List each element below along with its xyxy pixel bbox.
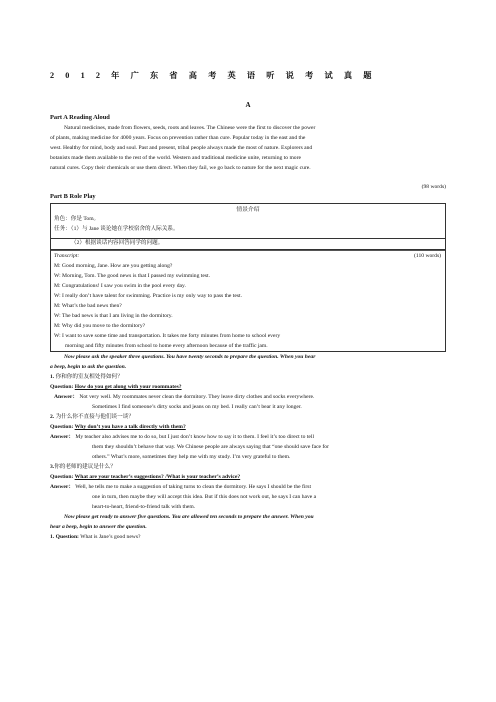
scenario-role: 角色：你是 Tom。: [54, 216, 100, 222]
instruction-line: Now please get ready to answer five questions. You are allowed ten seconds to prepare the answer. When you: [64, 514, 314, 520]
scenario-task-1: 任务：（1）与 Jane 谈论她在学校宿舍的人际关系。: [54, 225, 179, 232]
answer-line: [50, 432, 446, 442]
answer-text: Not very well. My roommates never clean the dormitory. They leave dirty clothes and socks everywhere.: [79, 394, 315, 400]
question-text: Why don’t you have a talk directly with them?: [74, 424, 186, 430]
answer-line: [50, 482, 446, 492]
answer-text: Well, he tells me to make a suggestion of taking turns to clean the dormitory. He says I should be the first: [75, 484, 312, 490]
question-zh: [50, 412, 446, 422]
answer-line: Sometimes I find someone’s dirty socks and jeans on my bed. I really can’t bear it any longer.: [92, 404, 302, 410]
question-label: Question:: [55, 534, 79, 540]
answer-text: My teacher also advises me to do so, but I just don’t know how to say it to them. I feel it’s too direct to tell: [75, 434, 315, 440]
instruction-line: a beep, begin to ask the question.: [50, 364, 127, 370]
transcript-line: morning and fifty minutes from school to home every afternoon because of the traffic jam.: [65, 343, 268, 349]
question-number: 1.: [50, 374, 55, 380]
instruction-line: hear a beep, begin to answer the question.: [50, 524, 147, 530]
answer-line: others.” What’s more, sometimes they help me with my study. I’m very grateful to them.: [92, 454, 291, 460]
question-label: Question:: [50, 424, 75, 430]
part-a-heading: Part A Reading Aloud: [50, 114, 110, 121]
question-text: What is Jane’s good news?: [80, 534, 141, 540]
instruction-ask-questions: [50, 352, 446, 372]
question-en: [50, 382, 446, 392]
instruction-answer-questions: [50, 512, 446, 532]
part-a-word-count: (98 words): [421, 184, 446, 190]
transcript-header: [51, 250, 445, 261]
passage-line: of plants, making medicine for 4000 years. Focus on prevention rather than cure. Popular today in the east and the: [50, 135, 306, 141]
transcript-line: M: Good morning, Jane. How are you getting along?: [54, 263, 173, 269]
answer-line: [50, 392, 446, 402]
passage-line: west. Healthy for mind, body and soul. Past and present, tribal people always made the most of nature. Explorers and: [50, 145, 313, 151]
question-en: [50, 472, 446, 482]
question-label: Question:: [50, 474, 75, 480]
transcript-word-count: (110 words): [414, 253, 441, 259]
question-zh-text: 你的老师的建议是什么？: [54, 464, 116, 470]
answer-line: them they shouldn’t behave that way. We Chinese people are always saying that “one should save face for: [92, 444, 329, 450]
scenario-box: [50, 203, 446, 239]
question-text: What are your teacher’s suggestions? /What is your teacher’s advice?: [74, 474, 241, 480]
transcript-line: M: Why did you move to the dormitory?: [54, 323, 146, 329]
final-question: [50, 532, 446, 542]
answer-label: Answer：: [50, 484, 74, 490]
question-zh-text: 你和你的室友相处得如何？: [55, 374, 123, 380]
part-a-passage: [50, 123, 446, 173]
question-block-3: [50, 462, 446, 512]
answer-label: Answer：: [50, 434, 74, 440]
transcript-line: M: What’s the bad news then?: [54, 303, 122, 309]
question-label: Question:: [50, 384, 75, 390]
transcript-line: W: The bad news is that I am living in the dormitory.: [54, 313, 173, 319]
question-block-2: [50, 412, 446, 462]
instruction-line: Now please ask the speaker three questions. You have twenty seconds to prepare the question. When you hear: [64, 354, 316, 360]
final-question-line: [50, 532, 446, 542]
passage-line: botanists made them available to the rest of the world. Western and traditional medicine unite, returning to more: [50, 155, 301, 161]
transcript-line: W: I want to save some time and transportation. It takes me forty minutes from home to school every: [54, 333, 281, 339]
question-en: [50, 422, 446, 432]
question-number: 2.: [50, 414, 55, 420]
answer-line: one in turn, then maybe they will accept this idea. But if this does not work out, he says I can have a: [92, 494, 317, 500]
passage-line: natural cures. Copy their chemicals or use them direct. When they fail, we go back to nature for the next magic cure.: [50, 165, 311, 171]
answer-label: Answer：: [54, 394, 78, 400]
question-block-1: [50, 372, 446, 412]
scenario-box-task2: [50, 239, 446, 250]
transcript-line: M: Congratulations! I saw you swim in the pool every day.: [54, 283, 186, 289]
question-zh: [50, 462, 446, 472]
passage-line: Natural medicines, made from flowers, seeds, roots and leaves. The Chinese were the first to discover the power: [64, 125, 316, 131]
section-letter: A: [245, 101, 251, 109]
transcript-line: W: I really don’t have talent for swimming. Practice is my only way to pass the test.: [54, 293, 242, 299]
question-zh: [50, 372, 446, 382]
document-title: 2012年广东省高考英语听说考试真题: [50, 71, 383, 80]
question-number: 3.: [50, 464, 55, 470]
question-zh-text: 为什么你不直接与他们谈一谈？: [55, 414, 134, 420]
answer-line: heart-to-heart, friend-to-friend talk with them.: [92, 504, 196, 510]
part-b-heading: Part B Role Play: [50, 193, 96, 200]
question-number: 1.: [50, 534, 55, 540]
transcript-label: Transcript:: [54, 253, 80, 259]
scenario-title: 情景介绍: [236, 207, 260, 213]
transcript-line: W: Morning, Tom. The good news is that I passed my swimming test.: [54, 273, 210, 279]
scenario-task-2: （2）根据谈话内容回答同学的问题。: [71, 240, 164, 246]
question-text: How do you get along with your roommates?: [74, 384, 182, 390]
transcript-box: [50, 250, 446, 352]
